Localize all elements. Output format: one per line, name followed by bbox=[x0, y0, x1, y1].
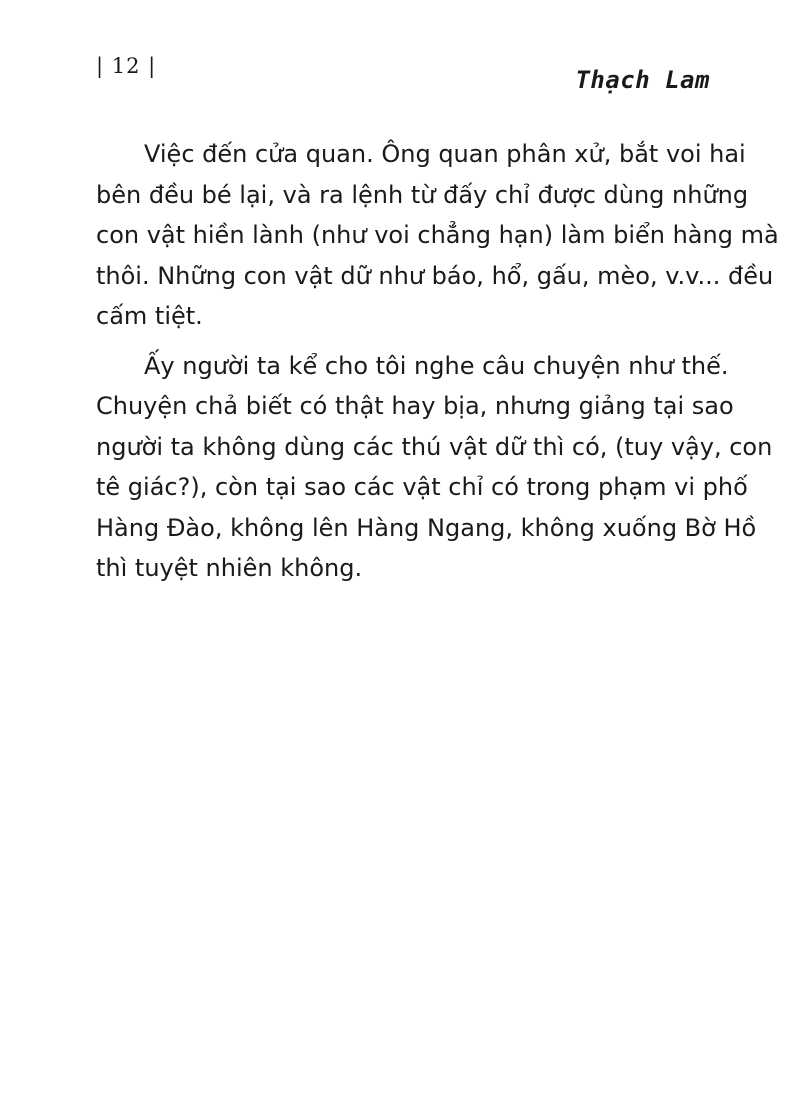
text-line: cấm tiệt. bbox=[96, 302, 203, 330]
text-line: con vật hiền lành (như voi chẳng hạn) làm biển hàng mà bbox=[96, 221, 779, 249]
text-line: Hàng Đào, không lên Hàng Ngang, không xuống Bờ Hồ bbox=[96, 513, 757, 542]
text-line: Chuyện chả biết có thật hay bịa, nhưng giảng tại sao bbox=[96, 392, 734, 420]
paragraph-2 bbox=[96, 346, 773, 589]
text-line: Ấy người ta kể cho tôi nghe câu chuyện như thế. bbox=[144, 351, 729, 380]
text-line: tê giác?), còn tại sao các vật chỉ có trong phạm vi phố bbox=[96, 473, 748, 501]
text-line: người ta không dùng các thú vật dữ thì có, (tuy vậy, con bbox=[96, 432, 773, 461]
text-line: bên đều bé lại, và ra lệnh từ đấy chỉ được dùng những bbox=[96, 180, 749, 209]
text-line: Việc đến cửa quan. Ông quan phân xử, bắt voi hai bbox=[144, 140, 746, 168]
paragraph-1 bbox=[96, 134, 779, 337]
page-number: | 12 | bbox=[96, 54, 157, 78]
text-line: thì tuyệt nhiên không. bbox=[96, 554, 363, 582]
text-line: thôi. Những con vật dữ như báo, hổ, gấu, mèo, v.v... đều bbox=[96, 261, 774, 290]
body-text bbox=[96, 134, 779, 598]
running-header-author: Thạch Lam bbox=[575, 66, 710, 94]
